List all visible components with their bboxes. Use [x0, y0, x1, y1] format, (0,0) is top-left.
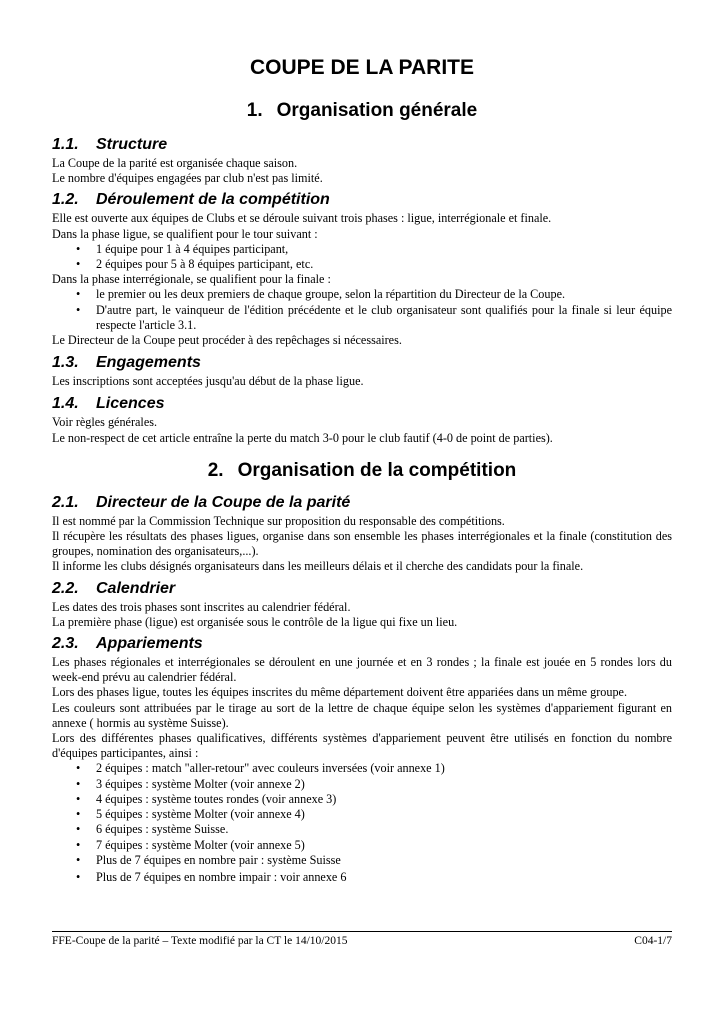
paragraph: Le Directeur de la Coupe peut procéder à des repêchages si nécessaires.	[52, 333, 402, 348]
paragraph: Il récupère les résultats des phases ligues, organise dans son ensemble les phases interrégionales et la finale (constitution des groupes, nomination des organisateurs,...).	[52, 529, 672, 559]
list-item: • Plus de 7 équipes en nombre pair : système Suisse	[96, 853, 672, 868]
list-item: • le premier ou les deux premiers de chaque groupe, selon la répartition du Directeur de la Coupe.	[96, 287, 672, 302]
paragraph: Les inscriptions sont acceptées jusqu'au début de la phase ligue.	[52, 374, 364, 389]
subsection-title: Appariements	[96, 635, 203, 653]
paragraph: La première phase (ligue) est organisée sous le contrôle de la ligue qui fixe un lieu.	[52, 614, 458, 629]
paragraph: Dans la phase ligue, se qualifient pour le tour suivant :	[52, 226, 318, 241]
document-title: COUPE DE LA PARITE	[249, 56, 475, 79]
page-footer	[52, 931, 672, 947]
subsection-2-3-heading	[52, 633, 672, 655]
document-page	[52, 52, 672, 885]
section-2-heading	[52, 458, 672, 484]
subsection-2-1-heading	[52, 492, 672, 514]
list-item: • 5 équipes : système Molter (voir annexe 4)	[96, 807, 672, 822]
paragraph: Il informe les clubs désignés organisateurs dans les meilleurs délais et il cherche des candidats pour la finale.	[52, 559, 584, 574]
paragraph: Dans la phase interrégionale, se qualifient pour la finale :	[52, 272, 331, 287]
list-item: • 3 équipes : système Molter (voir annexe 2)	[96, 777, 672, 792]
paragraph: Elle est ouverte aux équipes de Clubs et se déroule suivant trois phases : ligue, interrégionale et finale.	[52, 211, 552, 226]
paragraph: Les dates des trois phases sont inscrites au calendrier fédéral.	[52, 599, 351, 614]
list-item: • 2 équipes pour 5 à 8 équipes participant, etc.	[96, 257, 672, 272]
paragraph: Le nombre d'équipes engagées par club n'est pas limité.	[52, 171, 323, 186]
paragraph: Les couleurs sont attribuées par le tirage au sort de la lettre de chaque équipe selon les systèmes d'appariement figurant en annexe ( hormis au système Suisse).	[52, 700, 672, 730]
subsection-1-3-heading	[52, 352, 672, 374]
subsection-title: Engagements	[96, 354, 201, 372]
section-number: 1.	[246, 100, 263, 121]
list-item: • 4 équipes : système toutes rondes (voir annexe 3)	[96, 792, 672, 807]
section-title: Organisation de la compétition	[237, 459, 517, 481]
list-item: • D'autre part, le vainqueur de l'édition précédente et le club organisateur sont qualifiés pour la finale si leur équipe respecte l'article 3.1.	[96, 303, 672, 333]
subsection-number: 2.3.	[52, 635, 79, 653]
bullet-list	[52, 287, 672, 333]
subsection-number: 1.4.	[52, 395, 79, 413]
list-item: • 2 équipes : match "aller-retour" avec couleurs inversées (voir annexe 1)	[96, 761, 672, 776]
subsection-title: Structure	[96, 136, 168, 153]
subsection-title: Calendrier	[96, 579, 176, 597]
bullet-list	[52, 761, 672, 885]
subsection-number: 2.2.	[52, 579, 79, 597]
list-item: • Plus de 7 équipes en nombre impair : voir annexe 6	[96, 870, 672, 885]
section-title: Organisation générale	[276, 100, 478, 121]
subsection-1-4-heading	[52, 393, 672, 415]
subsection-number: 1.2.	[52, 191, 79, 209]
subsection-number: 2.1.	[52, 493, 79, 511]
subsection-title: Licences	[96, 395, 165, 413]
subsection-number: 1.1.	[52, 136, 79, 153]
subsection-1-1-heading	[52, 134, 672, 156]
paragraph: Le non-respect de cet article entraîne la perte du match 3-0 pour le club fautif (4-0 de point de parties).	[52, 430, 553, 445]
subsection-title: Directeur de la Coupe de la parité	[96, 493, 351, 511]
list-item: • 1 équipe pour 1 à 4 équipes participant,	[96, 242, 672, 257]
paragraph: Il est nommé par la Commission Technique sur proposition du responsable des compétitions.	[52, 513, 505, 528]
paragraph: La Coupe de la parité est organisée chaque saison.	[52, 156, 298, 170]
bullet-list	[52, 242, 672, 272]
list-item: • 7 équipes : système Molter (voir annexe 5)	[96, 838, 672, 853]
paragraph: Lors des différentes phases qualificatives, différents systèmes d'appariement peuvent être utilisés en fonction du nombre d'équipes participantes, ainsi :	[52, 731, 672, 761]
subsection-title: Déroulement de la compétition	[96, 191, 330, 209]
paragraph: Les phases régionales et interrégionales se déroulent en une journée et en 3 rondes ; la finale est jouée en 5 rondes lors du week-end prévu au calendrier fédéral.	[52, 655, 672, 685]
subsection-1-2-heading	[52, 189, 672, 211]
subsection-number: 1.3.	[52, 354, 79, 372]
paragraph: Voir règles générales.	[52, 415, 158, 430]
footer-left-text: FFE-Coupe de la parité – Texte modifié par la CT le 14/10/2015	[52, 935, 348, 947]
subsection-2-2-heading	[52, 578, 672, 600]
section-1-heading	[52, 98, 672, 124]
section-number: 2.	[207, 459, 224, 481]
paragraph: Lors des phases ligue, toutes les équipes inscrites du même département doivent être appariées dans un même groupe.	[52, 685, 628, 700]
list-item: • 6 équipes : système Suisse.	[96, 822, 672, 837]
footer-page-number: C04-1/7	[634, 935, 672, 947]
